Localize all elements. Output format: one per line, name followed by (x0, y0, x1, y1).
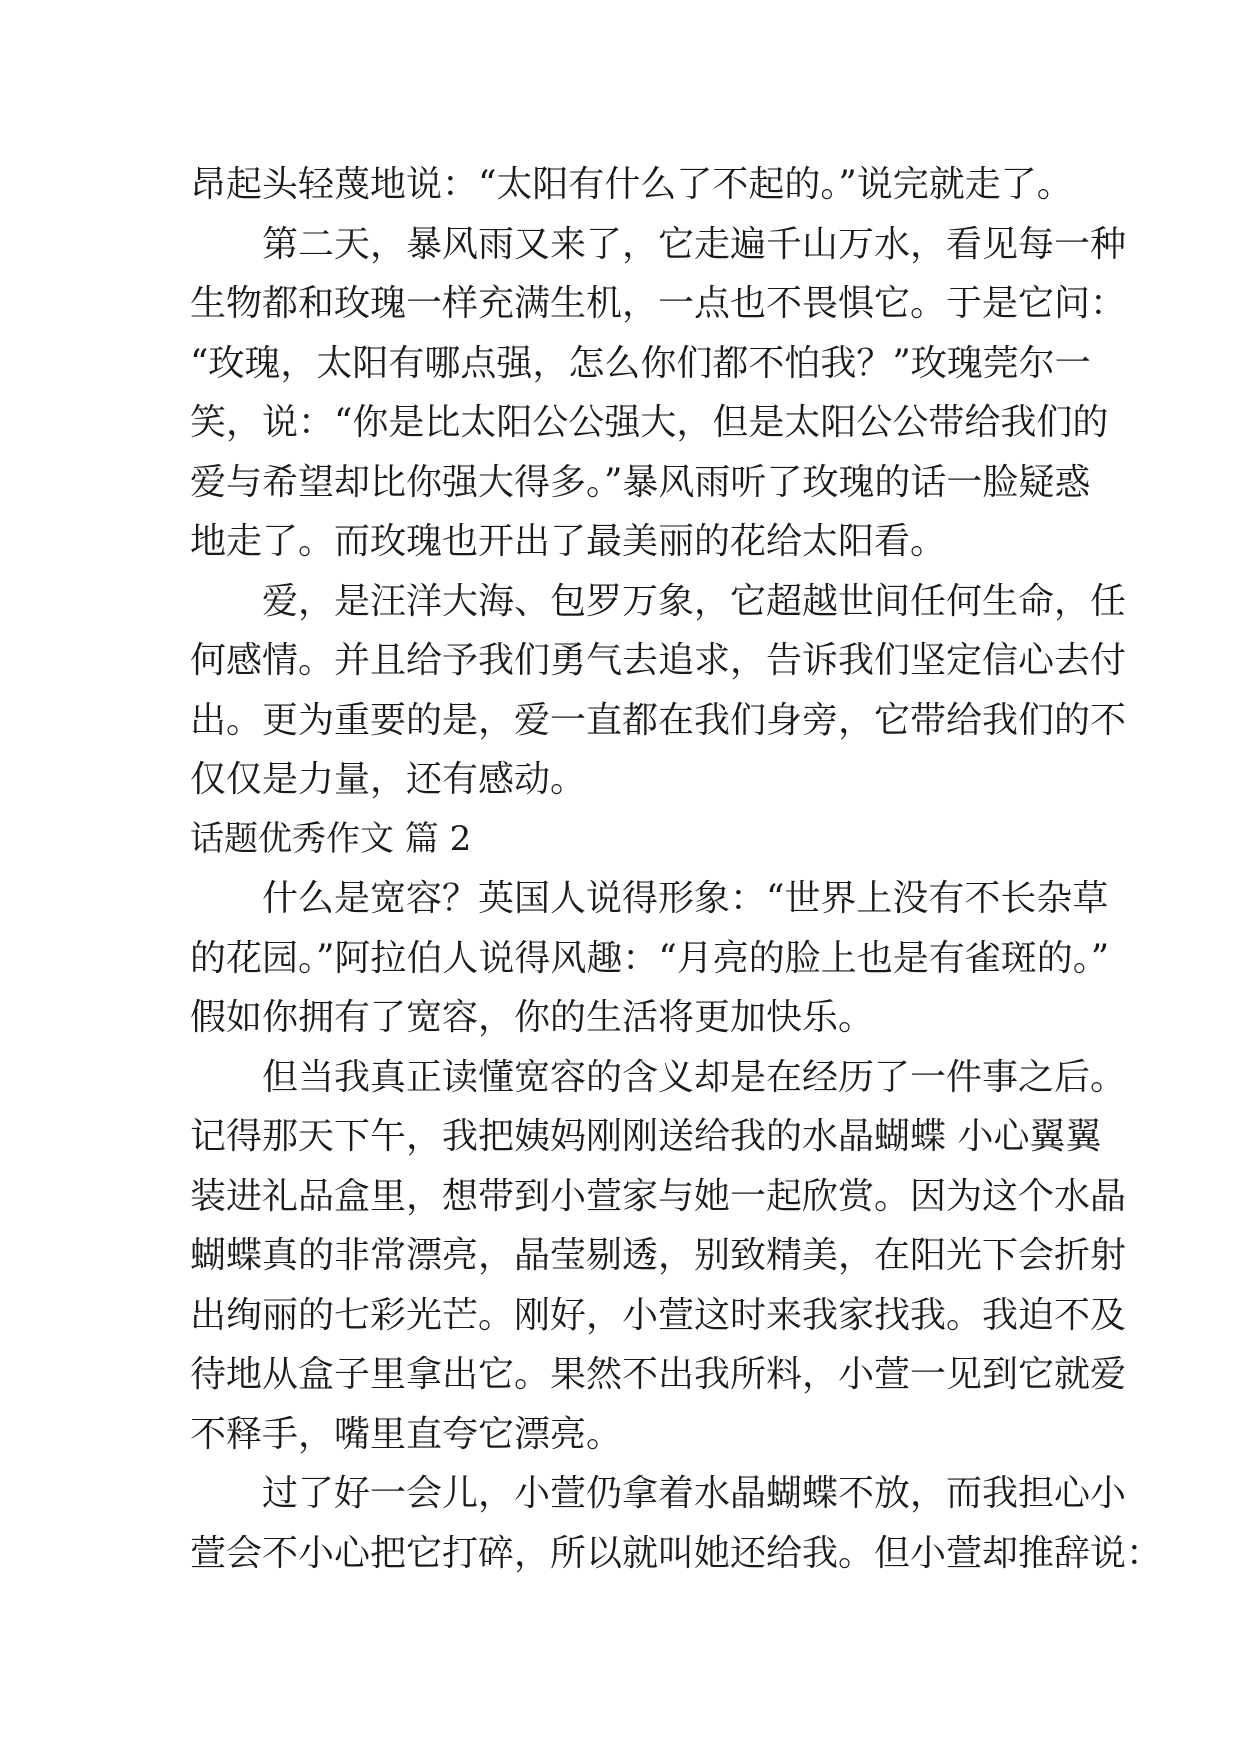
document-body (190, 155, 1163, 1583)
text-line: 何感情。并且给予我们勇气去追求，告诉我们坚定信心去付 (190, 640, 1127, 681)
text-line: 待地从盒子里拿出它。果然不出我所料，小萱一见到它就爱 (190, 1354, 1127, 1395)
text-line: 不释手，嘴里直夸它漂亮。 (190, 1413, 623, 1455)
text-line: 笑，说：“你是比太阳公公强大，但是太阳公公带给我们的 (190, 402, 1109, 443)
text-line: 蝴蝶真的非常漂亮，晶莹剔透，别致精美，在阳光下会折射 (190, 1235, 1127, 1276)
paragraph (190, 155, 1073, 215)
paragraph (190, 869, 1110, 1048)
text-line: 爱与希望却比你强大得多。”暴风雨听了玫瑰的话一脸疑惑 (190, 461, 1091, 503)
text-line: 出。更为重要的是，爱一直都在我们身旁，它带给我们的不 (190, 699, 1127, 741)
text-line: 萱会不小心把它打碎，所以就叫她还给我。但小萱却推辞说： (190, 1532, 1163, 1574)
text-line: 地走了。而玫瑰也开出了最美丽的花给太阳看。 (190, 521, 947, 562)
text-line: 过了好一会儿，小萱仍拿着水晶蝴蝶不放，而我担心小 (262, 1473, 1127, 1514)
paragraph (190, 1464, 1163, 1583)
text-line: 第二天，暴风雨又来了，它走遍千山万水，看见每一种 (262, 223, 1127, 265)
text-line: 记得那天下午，我把姨妈刚刚送给我的水晶蝴蝶 小心翼翼 (190, 1116, 1102, 1157)
text-line: 出绚丽的七彩光芒。刚好，小萱这时来我家找我。我迫不及 (190, 1294, 1127, 1336)
text-line: 仅仅是力量，还有感动。 (190, 759, 587, 800)
text-line: 但当我真正读懂宽容的含义却是在经历了一件事之后。 (262, 1056, 1127, 1098)
paragraph (190, 215, 1127, 572)
text-line: 生物都和玫瑰一样充满生机，一点也不畏惧它。于是它问： (190, 283, 1127, 324)
text-line: 爱，是汪洋大海、包罗万象，它超越世间任何生命，任 (262, 580, 1127, 622)
section-heading: 话题优秀作文 篇 2 (190, 818, 472, 859)
paragraph (190, 1048, 1127, 1465)
text-line: 装进礼品盒里，想带到小萱家与她一起欣赏。因为这个水晶 (190, 1175, 1127, 1217)
text-line: 什么是宽容？英国人说得形象：“世界上没有不长杂草 (262, 878, 1109, 919)
text-line: 的花园。”阿拉伯人说得风趣：“月亮的脸上也是有雀斑的。” (190, 937, 1110, 979)
text-line: “玫瑰，太阳有哪点强，怎么你们都不怕我？”玫瑰莞尔一 (190, 342, 1091, 384)
text-line: 昂起头轻蔑地说：“太阳有什么了不起的。”说完就走了。 (190, 164, 1073, 205)
paragraph (190, 572, 1127, 810)
text-line: 假如你拥有了宽容，你的生活将更加快乐。 (190, 997, 875, 1038)
